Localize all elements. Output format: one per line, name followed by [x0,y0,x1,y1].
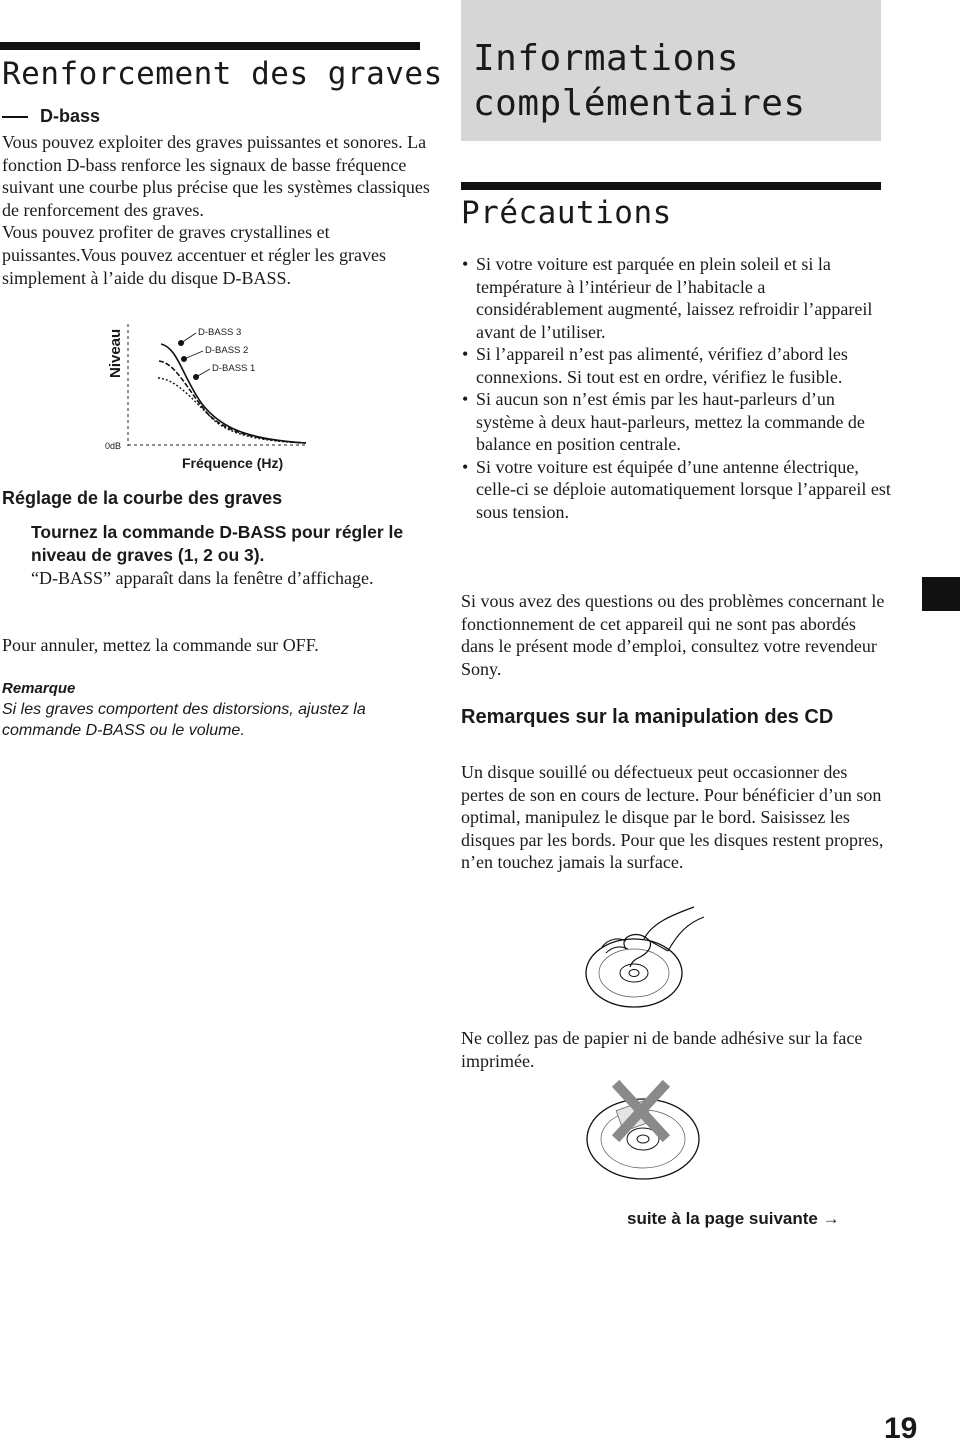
precaution-item [461,343,891,388]
intro-text [2,131,432,289]
label-dbass-1: D-BASS 1 [212,363,256,374]
label-dbass-3: D-BASS 3 [198,327,242,338]
tape-warning-text: Ne collez pas de papier ni de bande adhésive sur la face imprimée. [461,1028,863,1071]
adjust-title: Réglage de la courbe des graves [2,488,283,508]
remark-title: Remarque [2,680,76,697]
diagram-zero-label: 0dB [105,441,122,451]
bullet-marker: • [462,456,469,477]
curve-dbass-1 [158,378,306,443]
bullet-marker: • [462,254,469,274]
continue-next-page [627,1209,840,1229]
dash-mark [2,116,28,118]
precautions-title: Précautions [461,195,672,231]
cd-handling-title: Remarques sur la manipulation des CD [461,706,834,728]
adjust-note: “D-BASS” apparaît dans la fenêtre d’affichage. [31,568,374,588]
page-number: 19 [884,1412,918,1445]
adjust-step: Tournez la commande D-BASS pour régler le niveau de graves (1, 2 ou 3). [31,522,404,565]
cd-handling-text: Un disque souillé ou défectueux peut occasionner des pertes de son en cours de lecture. Pour bénéficier d’un son optimal, manipulez le disque par le bord. Saisissez les disques par les bords. Pour que les disques restent propres, n’en touchez jamais la surface. [461,762,884,873]
hand-holding-cd-icon [582,903,708,1013]
bullet-marker: • [462,389,469,409]
continue-text: suite à la page suivante [627,1209,818,1228]
top-rule-right [461,182,881,190]
label-dbass-2: D-BASS 2 [205,345,249,356]
precaution-item [461,253,891,343]
diagram-ylabel: Niveau [107,328,124,378]
intro-paragraph-2: Vous pouvez profiter de graves crystallines et puissantes.Vous pouvez accentuer et régler les graves simplement à l’aide du disque D-BASS. [2,222,387,288]
precautions-list [461,253,891,523]
precaution-text: Si l’appareil n’est pas alimenté, vérifiez d’abord les connexions. Si tout est en ordre, vérifiez le fusible. [476,344,848,387]
diagram-xlabel: Fréquence (Hz) [182,455,284,471]
precaution-text: Si aucun son n’est émis par les haut-parleurs d’un système à deux haut-parleurs, mettez la commande de balance en position centrale. [476,389,865,454]
section-title-bass: Renforcement des graves [2,56,443,92]
precaution-item [461,388,891,456]
bullet-marker: • [462,344,469,364]
crossed-out-cd-icon [581,1079,711,1187]
arrow-right-icon: → [822,1209,840,1228]
intro-paragraph-1: Vous pouvez exploiter des graves puissantes et sonores. La fonction D-bass renforce les signaux de basse fréquence suivant une courbe plus précise que les systèmes classiques de renforcement des graves. [2,132,430,220]
dbass-curve-diagram [96,316,326,476]
subtitle-dbass [2,106,100,127]
section-header-title: Informations complémentaires [473,38,806,124]
leader-dbass-3 [181,333,196,343]
precaution-item [461,456,891,524]
precaution-text: Si votre voiture est parquée en plein soleil et si la température à l’intérieur de l’habitacle a considérablement augmenté, laissez refroidir l’appareil avant de l’utiliser. [476,254,873,342]
questions-text: Si vous avez des questions ou des problèmes concernant le fonctionnement de cet appareil qui ne sont pas abordés dans le présent mode d’emploi, consultez votre revendeur Sony. [461,591,885,679]
cancel-text: Pour annuler, mettez la commande sur OFF. [2,635,319,655]
chapter-tab-marker [922,577,960,611]
precaution-text: Si votre voiture est équipée d’une antenne électrique, celle-ci se déploie automatiquement lorsque l’appareil est sous tension. [476,456,891,522]
top-rule-left [0,42,420,50]
subtitle-dbass-text: D-bass [40,106,101,126]
leader-dbass-2 [184,351,203,359]
remark-text: Si les graves comportent des distorsions, ajustez la commande D-BASS ou le volume. [2,701,366,739]
leader-dbass-1 [196,369,210,377]
